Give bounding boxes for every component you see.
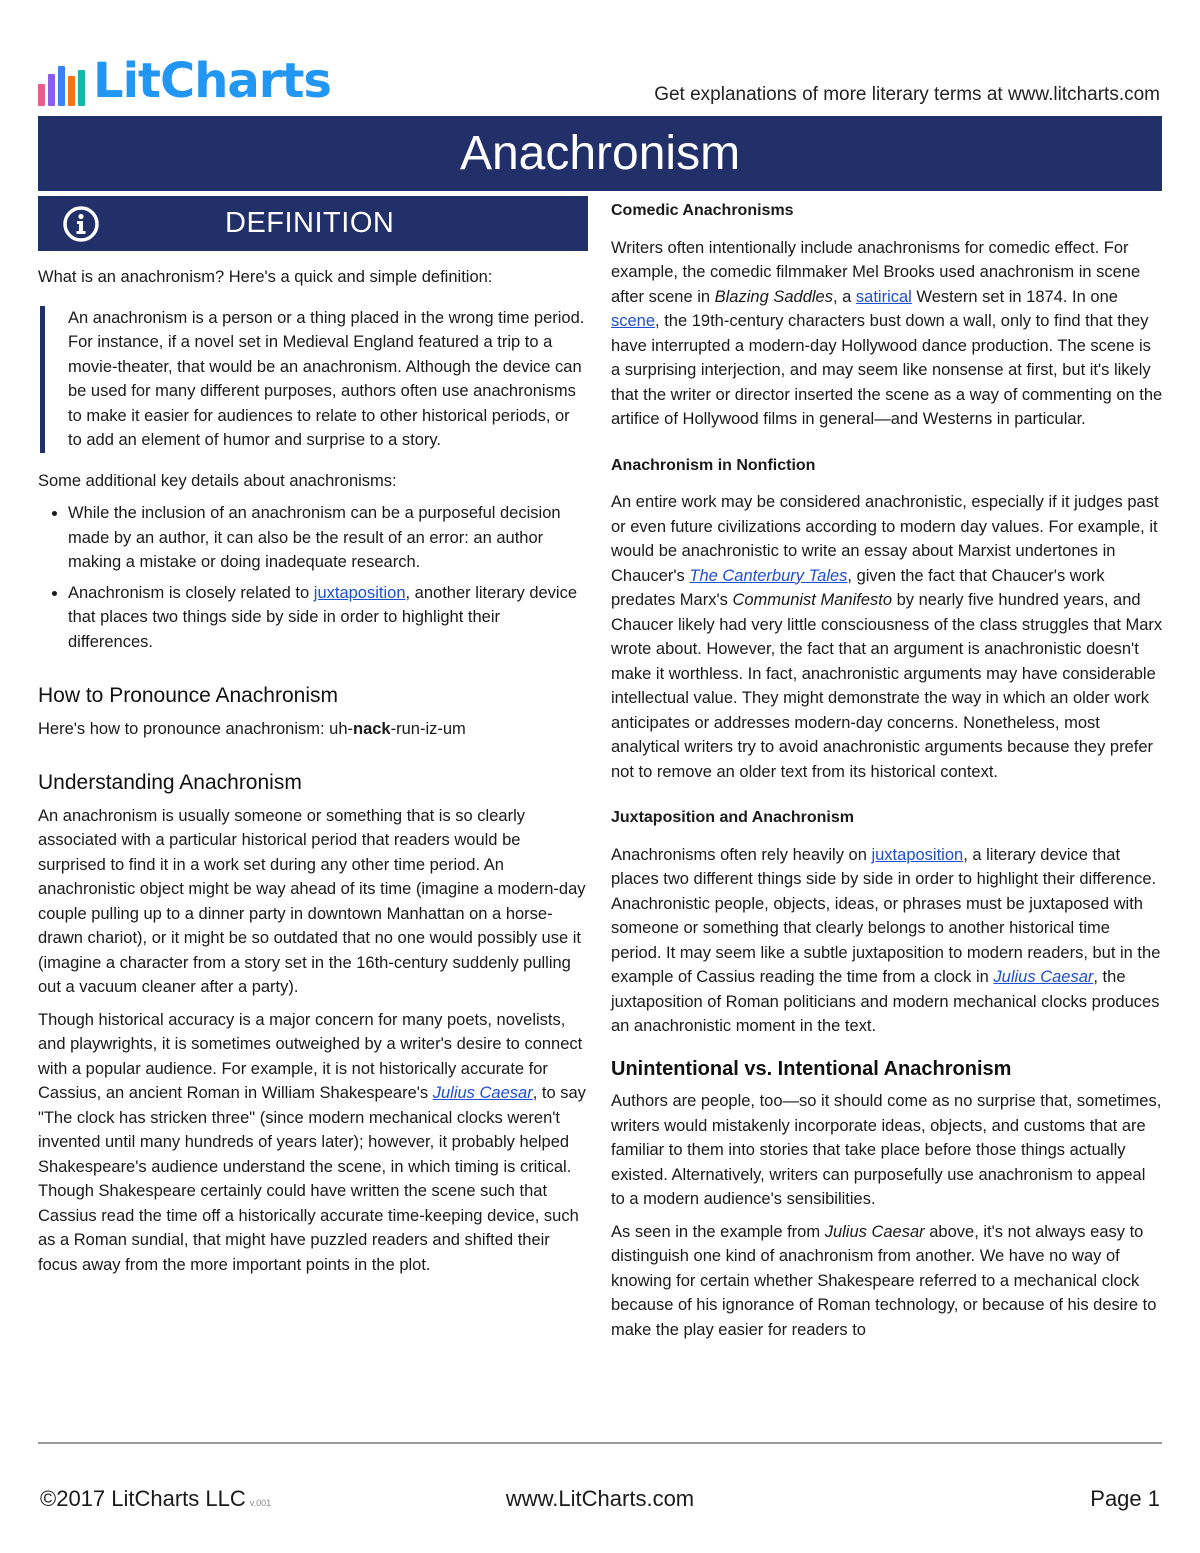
footer-site [0, 1486, 1200, 1512]
key-details-intro: Some additional key details about anachronisms: [38, 471, 397, 490]
logo-text: LitCharts [93, 53, 331, 109]
definition-heading: DEFINITION [225, 207, 395, 240]
footer-divider [38, 1442, 1162, 1444]
logo-bar [38, 84, 45, 106]
info-icon [63, 206, 99, 242]
footer-version: v.001 [249, 1498, 272, 1508]
pronounce-heading: How to Pronounce Anachronism [38, 684, 338, 707]
footer-copyright: ©2017 LitCharts LLC v.001 [40, 1486, 272, 1511]
canterbury-tales-link[interactable]: The Canterbury Tales [689, 566, 848, 585]
understanding-paragraph-2: Though historical accuracy is a major concern for many poets, novelists, and playwrights, it is sometimes outweighed by a writer's desire to connect with a popular audience. For example, it is not historically accurate for Cassius, an ancient Roman in William Shakespeare's Julius Caesar, to say "The clock has stricken three" (since modern mechanical clocks weren't invented until many hundreds of years later); however, it probably helped Shakespeare's audience understand the scene, in which timing is critical. Though Shakespeare certainly could have written the scene such that Cassius read the time off a historically accurate time-keeping device, such as a Roman sundial, that might have puzzled readers and shifted their focus away from the more important points in the plot. [38, 1010, 586, 1274]
julius-caesar-link[interactable]: Julius Caesar [993, 968, 1094, 986]
scene-link[interactable]: scene [611, 312, 656, 330]
satirical-link[interactable]: satirical [855, 287, 912, 306]
nonfiction-heading: Anachronism in Nonfiction [611, 456, 816, 474]
tagline: Get explanations of more literary terms at www.litcharts.com [654, 84, 1160, 105]
definition-intro: What is an anachronism? Here's a quick and simple definition: [38, 268, 493, 286]
logo-bar [68, 76, 75, 106]
understanding-paragraph-1: An anachronism is usually someone or something that is so clearly associated with a particular historical period that readers would be surprised to find it in a work set during any other time period. An anachronistic object might be way ahead of its time (imagine a modern-day couple pulling up to a dinner party in downtown Manhattan on a horse-drawn chariot), or it might be so outdated that no one would possibly use it (imagine a character from a story set in the 16th-century suddenly pulling out a vacuum cleaner after a party). [38, 806, 586, 996]
logo-bar [58, 66, 65, 106]
logo-bar [48, 74, 55, 106]
page-title: Anachronism [459, 127, 741, 180]
footer-site-link[interactable]: www.LitCharts.com [505, 1486, 695, 1511]
list-item: • Anachronism is closely related to juxtaposition, another literary device that places two things side by side in order to highlight their differences. [68, 581, 588, 655]
definition-banner [38, 196, 588, 251]
footer-page-number: Page 1 [1090, 1486, 1160, 1511]
comedic-paragraph: Writers often intentionally include anachronisms for comedic effect. For example, the comedic filmmaker Mel Brooks used anachronism in scene after scene in Blazing Saddles, a satirical Western set in 1874. In one scene, the 19th-century characters bust down a wall, only to find that they have interrupted a modern-day Hollywood dance production. The scene is a surprising interjection, and may seem like nonsense at first, but it's likely that the writer or director inserted the scene as a way of commenting on the artifice of Hollywood films in general—and Westerns in particular. [611, 238, 1163, 428]
julius-caesar-link[interactable]: Julius Caesar [432, 1084, 533, 1102]
title-banner [38, 116, 1162, 191]
pronounce-text: Here's how to pronounce anachronism: uh-nack-run-iz-um [38, 719, 466, 738]
right-column [611, 199, 1163, 1350]
understanding-heading: Understanding Anachronism [38, 771, 302, 794]
definition-quote: An anachronism is a person or a thing placed in the wrong time period. For instance, if a novel set in Medieval England featured a trip to a movie-theater, that would be an anachronism. Although the device can be used for many different purposes, authors often use anachronisms to make it easier for audiences to relate to other historical periods, or to add an element of humor and surprise to a story. [40, 306, 588, 453]
juxtaposition-link[interactable]: juxtaposition [313, 583, 406, 602]
juxtaposition-link[interactable]: juxtaposition [871, 845, 964, 864]
juxtaposition-heading: Juxtaposition and Anachronism [611, 809, 854, 826]
unintentional-paragraph-1: Authors are people, too—so it should come as no surprise that, sometimes, writers would mistakenly incorporate ideas, objects, and customs that are familiar to them into stories that take place before those things actually existed. Alternatively, writers can purposefully use anachronism to appeal to a modern audience's sensibilities. [611, 1092, 1162, 1208]
litcharts-logo[interactable] [38, 50, 331, 109]
left-column [38, 196, 588, 1285]
comedic-heading: Comedic Anachronisms [611, 202, 794, 219]
juxtaposition-paragraph: Anachronisms often rely heavily on juxtaposition, a literary device that places two different things side by side in order to highlight their difference. Anachronistic people, objects, ideas, or phrases must be juxtaposed with someone or something that clearly belongs to another historical time period. It may seem like a subtle juxtaposition to modern readers, but in the example of Cassius reading the time from a clock in Julius Caesar, the juxtaposition of Roman politicians and modern mechanical clocks produces an anachronistic moment in the text. [611, 845, 1161, 1035]
logo-bar [78, 70, 85, 106]
key-details-list [38, 501, 588, 654]
nonfiction-paragraph: An entire work may be considered anachronistic, especially if it judges past or even future civilizations according to modern day values. For example, it would be anachronistic to write an essay about Marxist undertones in Chaucer's The Canterbury Tales, given the fact that Chaucer's work predates Marx's Communist Manifesto by nearly five hundred years, and Chaucer likely had very little consciousness of the class struggles that Marx wrote about. However, the fact that an argument is anachronistic doesn't make it worthless. In fact, anachronistic arguments may have considerable intellectual value. They might demonstrate the way in which an older work anticipates or addresses modern-day concerns. Nonetheless, most analytical writers try to avoid anachronistic arguments because they prefer not to remove an older text from its historical context. [611, 493, 1163, 781]
list-item: • While the inclusion of an anachronism can be a purposeful decision made by an author, it can also be the result of an error: an author making a mistake or doing inadequate research. [68, 501, 588, 575]
unintentional-heading: Unintentional vs. Intentional Anachronism [611, 1057, 1012, 1080]
logo-bars-icon [38, 60, 85, 106]
unintentional-paragraph-2: As seen in the example from Julius Caesar above, it's not always easy to distinguish one kind of anachronism from another. We have no way of knowing for certain whether Shakespeare referred to a mechanical clock because of his ignorance of Roman technology, or because of his desire to make the play easier for readers to [611, 1222, 1157, 1339]
